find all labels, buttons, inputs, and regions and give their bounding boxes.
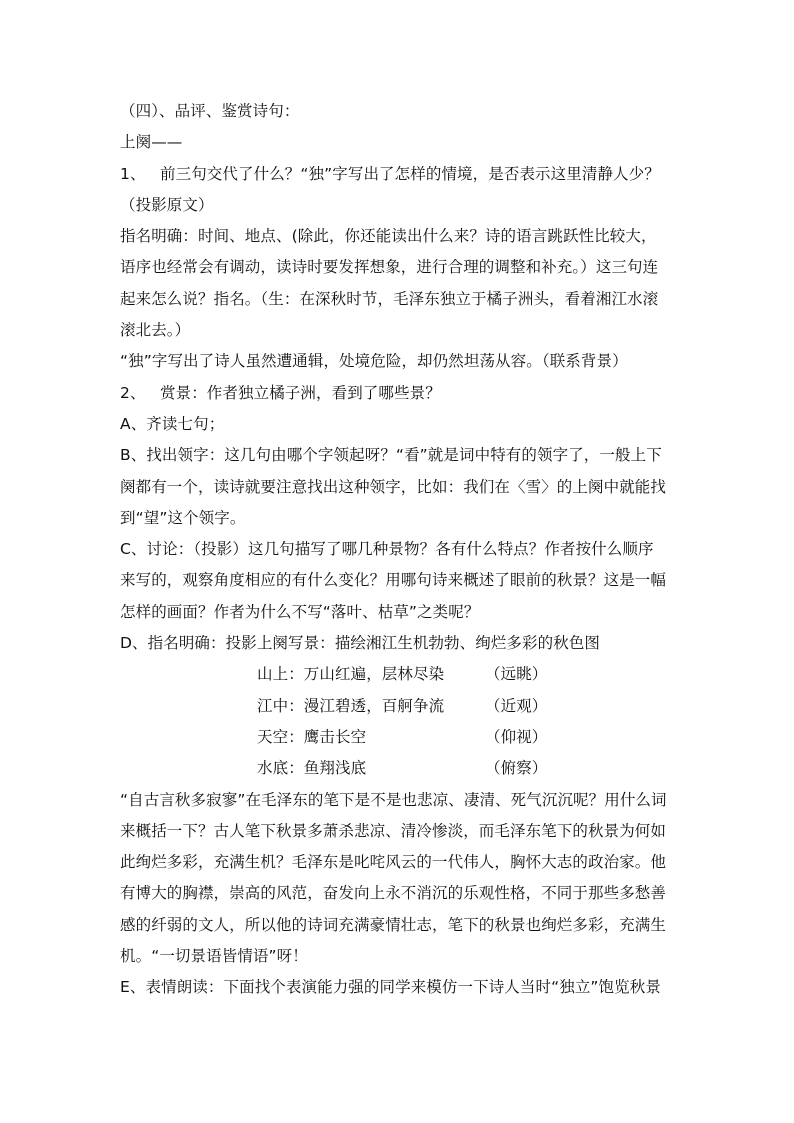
analysis-line: 此绚烂多彩，充满生机？毛泽东是叱咤风云的一代伟人，胸怀大志的政治家。他	[120, 853, 667, 872]
scene-label: 水底：鱼翔浅底	[257, 759, 367, 778]
scene-label: 天空：鹰击长空	[257, 727, 367, 746]
step-d: D、指名明确：投影上阕写景：描绘湘江生机勃勃、绚烂多彩的秋色图	[120, 634, 601, 653]
question-2-number: 2、	[120, 383, 146, 402]
question-2-text: 赏景：作者独立橘子洲，看到了哪些景？	[160, 383, 441, 402]
scene-label: 江中：漫江碧透，百舸争流	[257, 696, 445, 715]
question-2	[120, 378, 680, 409]
answer-line: “独”字写出了诗人虽然遭通辑，处境危险，却仍然坦荡从容。（联系背景）	[120, 352, 628, 371]
scene-label: 山上：万山红遍，层林尽染	[257, 665, 445, 684]
scene-note: （远眺）	[485, 665, 548, 684]
question-1-number: 1、	[120, 164, 146, 183]
scene-row	[120, 691, 680, 722]
step-b-line: B、找出领字：这几句由哪个字领起呀？“看”就是词中特有的领字了，一般上下	[120, 446, 662, 465]
scene-row	[120, 659, 680, 690]
step-c-line: C、讨论：（投影）这几句描写了哪几种景物？各有什么特点？作者按什么顺序	[120, 540, 654, 559]
answer-line: 指名明确：时间、地点、(除此，你还能读出什么来？诗的语言跳跃性比较大，	[120, 227, 657, 246]
analysis-line: 有博大的胸襟，崇高的风范，奋发向上永不消沉的乐观性格，不同于那些多愁善	[120, 884, 667, 903]
answer-line: 语序也经常会有调动，读诗时要发挥想象，进行合理的调整和补充。）这三句连	[120, 258, 659, 277]
scene-note: （近观）	[485, 696, 548, 715]
part-heading: 上阕——	[120, 133, 183, 152]
step-a: A、齐读七句；	[120, 414, 225, 433]
scene-note: （仰视）	[485, 727, 548, 746]
step-e: E、表情朗读：下面找个表演能力强的同学来模仿一下诗人当时“独立”饱览秋景	[120, 978, 661, 997]
question-1-text: 前三句交代了什么？“独”字写出了怎样的情境，是否表示这里清静人少？	[160, 164, 660, 183]
scene-row	[120, 722, 680, 753]
document-page	[120, 96, 680, 1004]
question-1	[120, 159, 680, 190]
analysis-line: “自古言秋多寂寥”在毛泽东的笔下是不是也悲凉、凄清、死气沉沉呢？用什么词	[120, 790, 667, 809]
step-c-line: 来写的，观察角度相应的有什么变化？用哪句诗来概述了眼前的秋景？这是一幅	[120, 571, 667, 590]
section-heading: （四）、品评、鉴赏诗句：	[120, 102, 300, 120]
scene-row	[120, 753, 680, 784]
analysis-line: 机。“一切景语皆情语”呀！	[120, 947, 308, 966]
scene-note: （俯察）	[485, 759, 548, 778]
answer-line: 滚北去。）	[120, 321, 191, 340]
answer-line: 起来怎么说？指名。（生：在深秋时节，毛泽东独立于橘子洲头，看着湘江水滚	[120, 289, 659, 308]
analysis-line: 感的纤弱的文人，所以他的诗词充满豪情壮志，笔下的秋景也绚烂多彩，充满生	[120, 915, 667, 934]
step-b-line: 到“望”这个领字。	[120, 508, 246, 527]
step-b-line: 阕都有一个，读诗就要注意找出这种领字，比如：我们在〈雪〉的上阕中就能找	[120, 477, 667, 496]
analysis-line: 来概括一下？古人笔下秋景多萧杀悲凉、清冷惨淡，而毛泽东笔下的秋景为何如	[120, 821, 667, 840]
question-1-cont: （投影原文）	[120, 195, 214, 214]
step-c-line: 怎样的画面？作者为什么不写“落叶、枯草”之类呢？	[120, 602, 480, 621]
